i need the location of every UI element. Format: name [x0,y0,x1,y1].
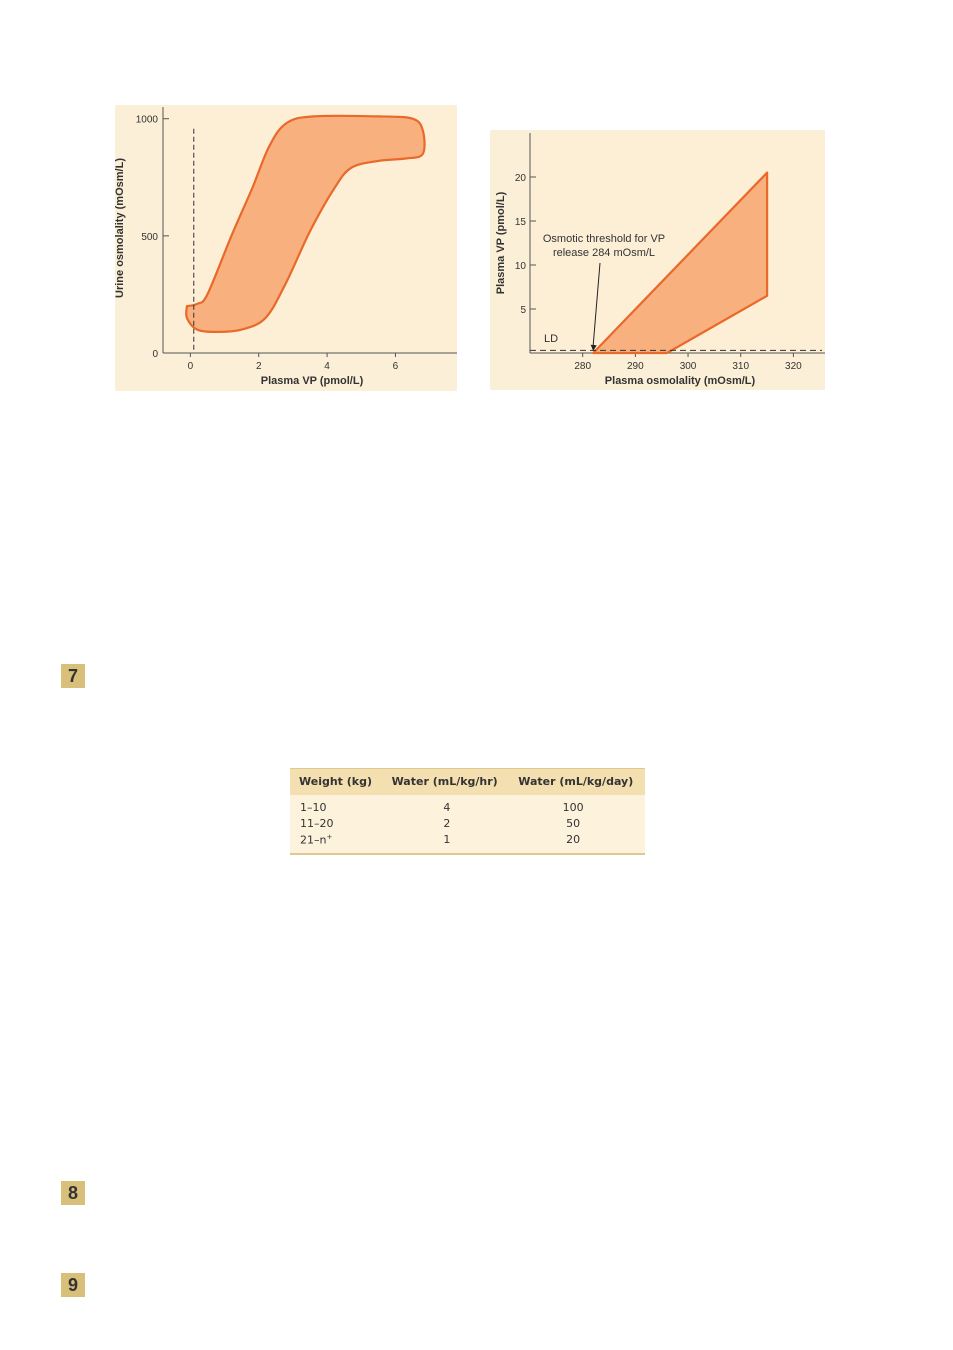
table-row [290,795,645,816]
table-row [290,816,645,832]
cell-hourly: 1 [443,833,451,847]
y-tick-label: 10 [514,261,526,272]
header-water-daily: Water (mL/kg/day) [518,775,634,788]
table-header-row [290,769,645,796]
x-tick-label: 280 [574,361,592,372]
y-tick-label: 1000 [135,114,158,126]
x-axis-label: Plasma osmolality (mOsm/L) [604,375,756,387]
plasma-vp-chart [490,95,835,395]
ld-label: LD [544,333,559,345]
cell-weight: 1–10 [300,801,327,814]
cell-daily: 50 [566,817,581,830]
annotation-line-2: release 284 mOsm/L [552,247,656,259]
x-tick-label: 290 [627,361,644,372]
vasopressin-figure [105,95,835,395]
annotation-line-1: Osmotic threshold for VP [542,233,666,245]
y-tick-label: 500 [141,231,158,243]
y-tick-label: 0 [152,349,158,360]
y-axis-label: Urine osmolality (mOsm/L) [114,158,126,298]
x-tick-label: 310 [732,361,750,372]
y-tick-label: 15 [514,217,526,228]
y-tick-label: 5 [520,305,526,316]
x-tick-label: 2 [255,361,262,372]
cell-daily: 20 [566,833,581,847]
cell-weight-text: 21–n [300,833,327,847]
cell-weight: 11–20 [300,817,334,830]
urine-osmolality-chart [105,95,465,395]
section-number-7: 7 [61,664,85,688]
y-axis-label: Plasma VP (pmol/L) [495,191,507,295]
x-tick-label: 300 [679,361,697,372]
cell-weight [290,832,383,854]
footnote-marker: + [326,833,333,841]
section-number-8: 8 [61,1181,85,1205]
cell-hourly: 4 [443,801,451,814]
cell-hourly: 2 [443,817,451,830]
x-tick-label: 320 [785,361,802,372]
y-tick-label: 20 [514,173,526,184]
x-tick-label: 4 [324,361,330,372]
header-weight: Weight (kg) [299,775,373,788]
header-water-hourly: Water (mL/kg/hr) [391,775,498,788]
water-requirement-table [290,768,645,855]
x-tick-label: 0 [187,361,194,372]
x-tick-label: 6 [392,361,399,372]
x-axis-label: Plasma VP (pmol/L) [260,375,364,387]
table-row [290,832,645,854]
section-number-9: 9 [61,1273,85,1297]
cell-daily: 100 [562,801,584,814]
